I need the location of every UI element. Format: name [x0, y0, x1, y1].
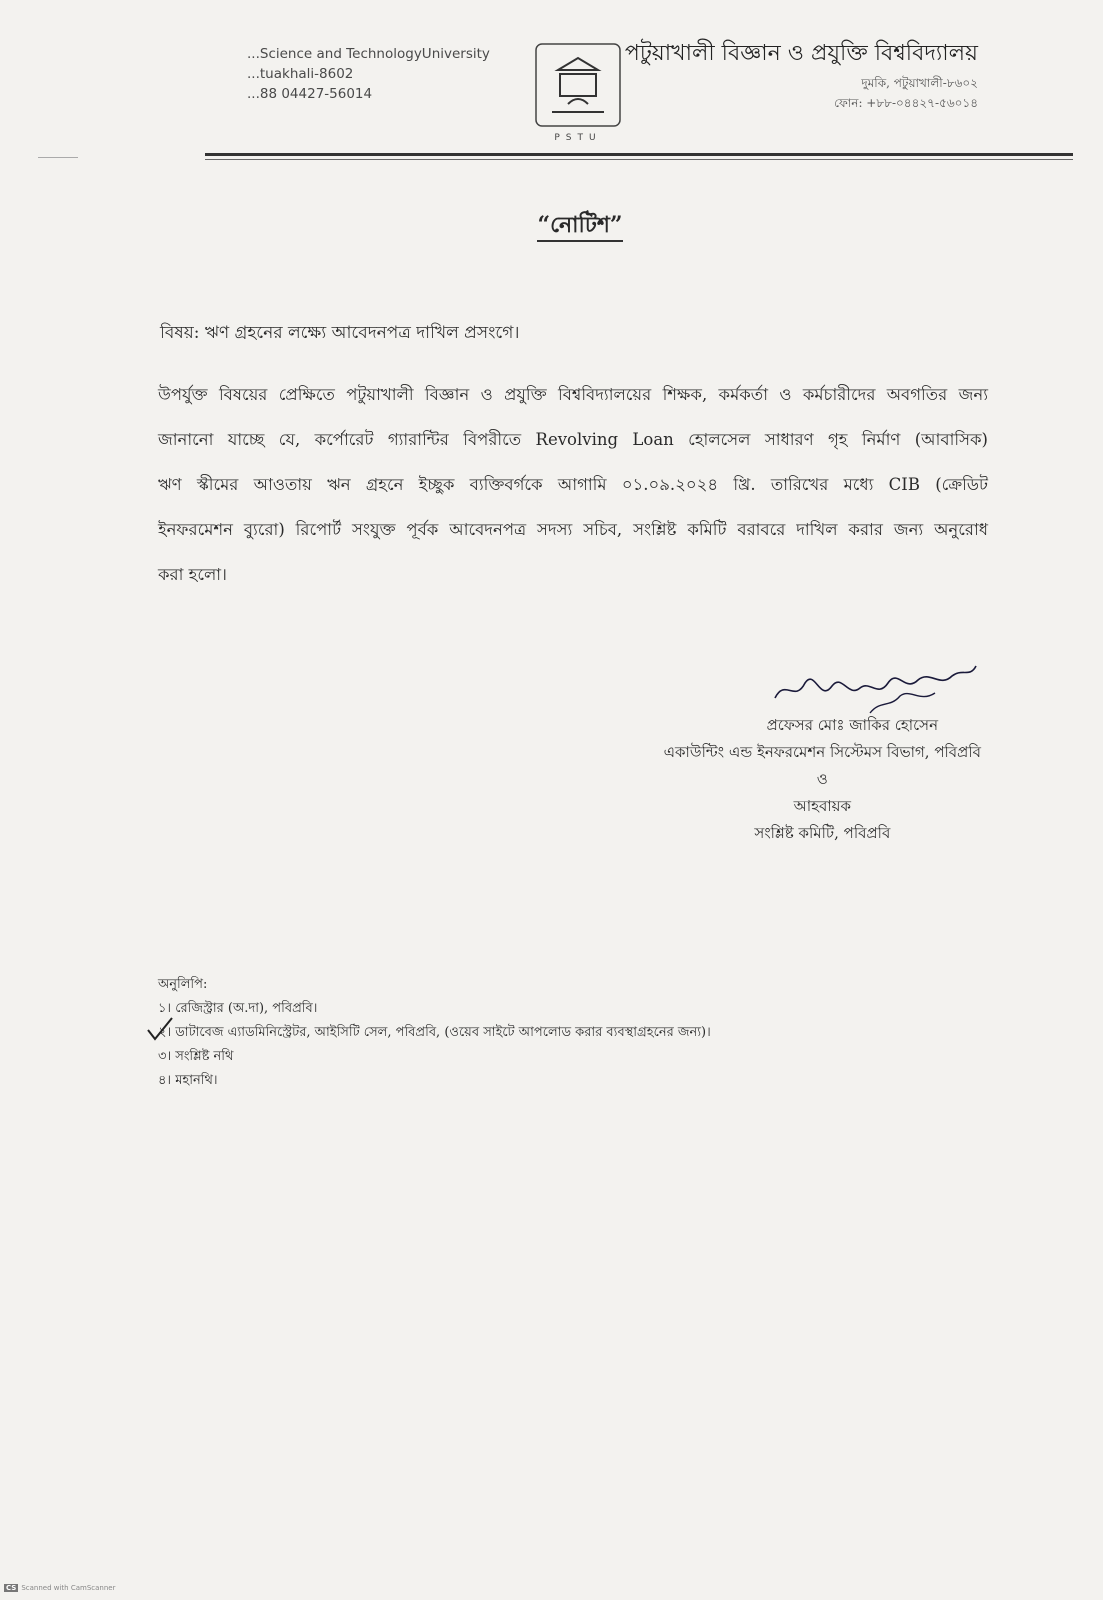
letterhead-english-line: ...88 04427-56014 — [247, 86, 373, 102]
university-logo — [530, 40, 626, 145]
scanner-footer — [4, 1584, 115, 1592]
notice-body — [158, 372, 988, 597]
header-divider — [205, 153, 1073, 156]
body-line: করা হলো। — [158, 565, 227, 584]
university-name: পটুয়াখালী বিজ্ঞান ও প্রযুক্তি বিশ্ববিদ্যালয় — [624, 41, 978, 66]
copy-item: ১। রেজিস্ট্রার (অ.দা), পবিপ্রবি। — [158, 1001, 318, 1016]
body-line: জানানো যাচ্ছে যে, কর্পোরেট গ্যারান্টির বিপরীতে Revolving Loan হোলসেল সাধারণ গৃহ নির্মাণ (আবাসিক) — [158, 430, 988, 449]
letterhead-english-line: ...Science and TechnologyUniversity — [247, 46, 490, 62]
letterhead-english — [247, 44, 490, 104]
scan-mark — [38, 157, 78, 158]
signatory-name: প্রফেসর মোঃ জাকির হোসেন — [766, 716, 939, 734]
body-line: ঋণ স্কীমের আওতায় ঋন গ্রহনে ইচ্ছুক ব্যক্তিবর্গকে আগামি ০১.০৯.২০২৪ খ্রি. তারিখের মধ্যে CIB (ক্রেডিট — [158, 475, 988, 494]
copies-heading: অনুলিপি: — [158, 977, 208, 992]
letterhead-english-line: ...tuakhali-8602 — [247, 66, 354, 82]
signatory-committee: সংশ্লিষ্ট কমিটি, পবিপ্রবি — [754, 824, 891, 842]
copy-item: ২। ডাটাবেজ এ্যাডমিনিস্ট্রেটর, আইসিটি সেল, পবিপ্রবি, (ওয়েব সাইটে আপলোড করার ব্যবস্থাগ্রহনের জন্য)। — [158, 1025, 711, 1040]
notice-title: “নোটিশ” — [0, 208, 1103, 245]
camscanner-text: Scanned with CamScanner — [21, 1584, 116, 1592]
signatory-conjunction: ও — [816, 770, 828, 788]
handwritten-tick-icon — [146, 1016, 176, 1046]
body-line: উপর্যুক্ত বিষয়ের প্রেক্ষিতে পটুয়াখালী বিজ্ঞান ও প্রযুক্তি বিশ্ববিদ্যালয়ের শিক্ষক, কর্মকর্তা ও কর্মচারীদের অবগতির জন্য — [158, 385, 988, 404]
copy-item: ৪। মহানথি। — [158, 1073, 218, 1088]
copy-item: ৩। সংশ্লিষ্ট নথি — [158, 1049, 234, 1064]
logo-text: PSTU — [554, 133, 602, 143]
copies-list — [158, 973, 711, 1093]
letterhead-bangla — [625, 36, 978, 113]
university-phone: ফোন: +৮৮-০৪৪২৭-৫৬০১৪ — [834, 96, 978, 110]
body-line: ইনফরমেশন ব্যুরো) রিপোর্ট সংযুক্ত পূর্বক আবেদনপত্র সদস্য সচিব, সংশ্লিষ্ট কমিটি বরাবরে দাখিল করার জন্য অনুরোধ — [158, 520, 988, 539]
university-address: দুমকি, পটুয়াখালী-৮৬০২ — [861, 76, 978, 90]
signatory-role: আহবায়ক — [793, 797, 852, 815]
handwritten-signature — [770, 658, 980, 718]
signatory-department: একাউন্টিং এন্ড ইনফরমেশন সিস্টেমস বিভাগ, পবিপ্রবি — [663, 743, 981, 761]
header-divider-thin — [205, 159, 1073, 160]
subject-line: বিষয়: ঋণ গ্রহনের লক্ষ্যে আবেদনপত্র দাখিল প্রসংগে। — [160, 323, 520, 343]
camscanner-badge: CS — [6, 1584, 17, 1592]
signature-block — [664, 712, 981, 847]
